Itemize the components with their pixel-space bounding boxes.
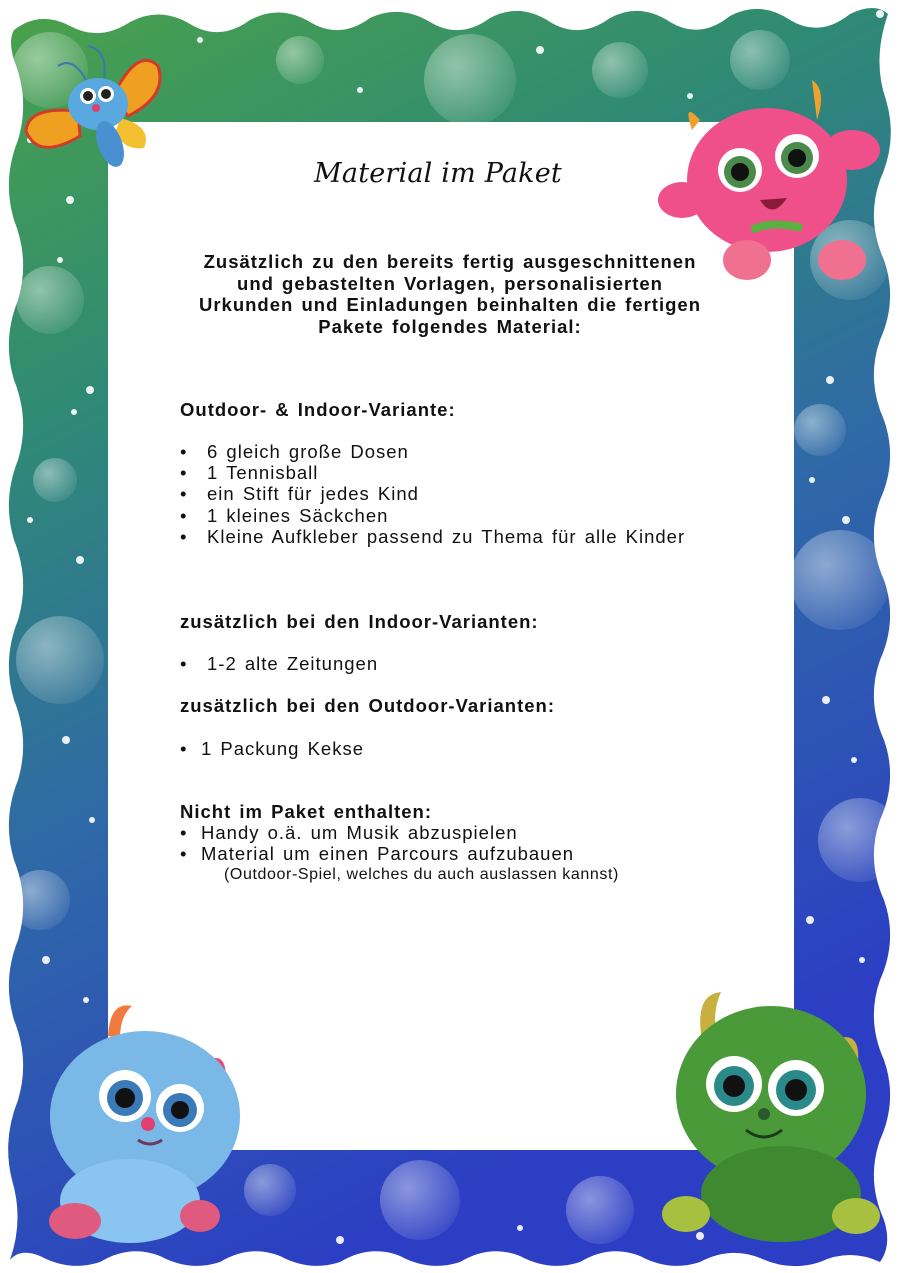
- butterfly-monster-illustration: [18, 36, 168, 181]
- indoor-list: [180, 653, 700, 674]
- indoor-heading: zusätzlich bei den Indoor-Varianten:: [180, 611, 539, 632]
- intro-paragraph: Zusätzlich zu den bereits fertig ausgeschnittenen und gebastelten Vorlagen, personalisierten Urkunden und Einladungen beinhalten die fertigen Pakete folgendes Material:: [198, 251, 702, 337]
- blue-monster-illustration: [20, 996, 240, 1246]
- list-item: • Kleine Aufkleber passend zu Thema für alle Kinder: [180, 526, 700, 547]
- list-item: • ein Stift für jedes Kind: [180, 483, 700, 504]
- list-item: • 1-2 alte Zeitungen: [180, 653, 700, 674]
- list-item: • 1 kleines Säckchen: [180, 505, 700, 526]
- not-included-note: (Outdoor-Spiel, welches du auch auslassen kannst): [224, 866, 619, 883]
- list-item: • 6 gleich große Dosen: [180, 441, 700, 462]
- pink-monster-illustration: [652, 70, 892, 292]
- list-item: • Material um einen Parcours aufzubauen: [180, 843, 720, 864]
- list-item: • 1 Tennisball: [180, 462, 700, 483]
- list-item: • 1 Packung Kekse: [180, 738, 700, 759]
- green-monster-illustration: [646, 984, 890, 1246]
- page-title: Material im Paket: [314, 158, 562, 189]
- outdoor-indoor-heading: Outdoor- & Indoor-Variante:: [180, 399, 456, 420]
- not-included-list: [180, 822, 720, 864]
- not-included-heading: Nicht im Paket enthalten:: [180, 801, 433, 822]
- outdoor-indoor-list: [180, 441, 700, 547]
- outdoor-list: [180, 738, 700, 759]
- outdoor-heading: zusätzlich bei den Outdoor-Varianten:: [180, 695, 556, 716]
- list-item: • Handy o.ä. um Musik abzuspielen: [180, 822, 720, 843]
